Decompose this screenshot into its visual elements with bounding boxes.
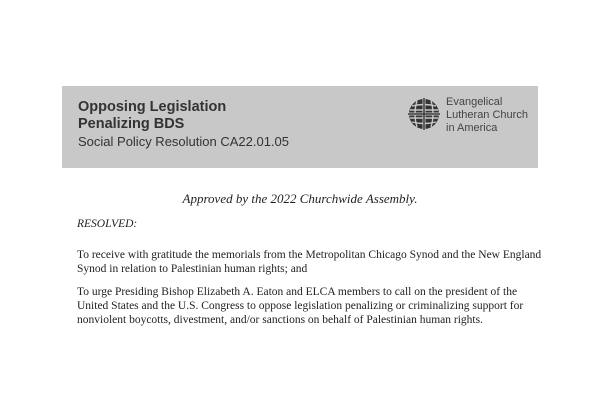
document-title (78, 99, 226, 133)
header-band (62, 86, 538, 168)
title-line-1: Opposing Legislation (78, 99, 227, 115)
title-line-2: Penalizing BDS (78, 116, 185, 132)
resolution-paragraph: To urge Presiding Bishop Elizabeth A. Eaton and ELCA members to call on the president of the United States and the U.S. Congress to oppose legislation penalizing or criminalizing support for nonviolent boycotts, divestment, and/or sanctions on behalf of Palestinian human rights. (77, 286, 524, 326)
resolution-paragraph: To receive with gratitude the memorials from the Metropolitan Chicago Synod and the New England Synod in relation to Palestinian human rights; and (77, 249, 542, 275)
logo-text-line: Evangelical (446, 96, 503, 108)
logo-text-line: Lutheran Church (446, 109, 528, 121)
document-subtitle: Social Policy Resolution CA22.01.05 (78, 134, 290, 149)
elca-cross-globe-icon (407, 97, 441, 131)
resolved-label: RESOLVED: (77, 218, 138, 230)
elca-logo-text (446, 96, 528, 135)
approval-note: Approved by the 2022 Churchwide Assembly. (182, 191, 418, 206)
logo-text-line: in America (446, 122, 498, 134)
